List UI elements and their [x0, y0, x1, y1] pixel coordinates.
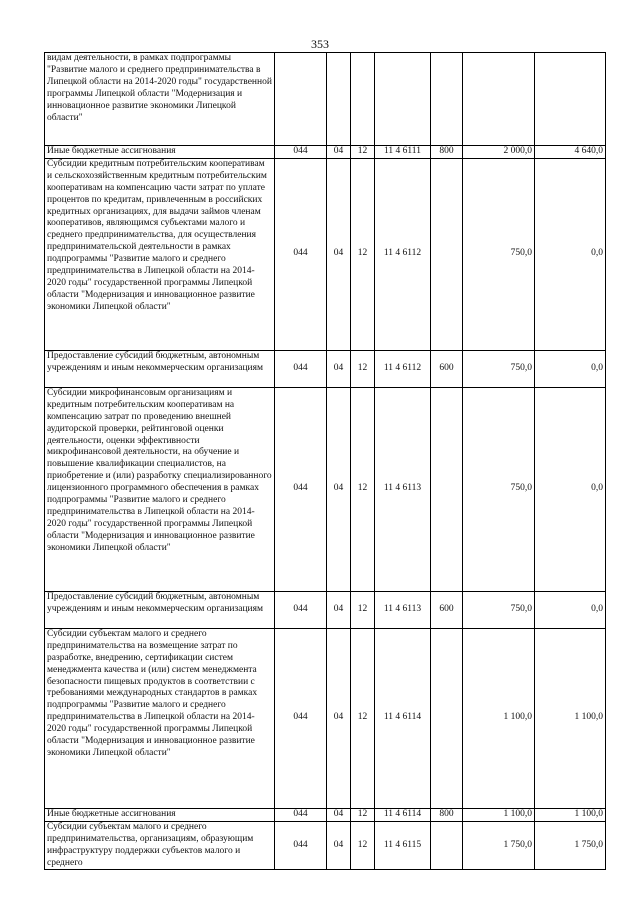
row-name: Субсидии субъектам малого и среднего предпринимательства, организациям, образующим инфраструктуру поддержки субъектов малого и среднего: [45, 821, 275, 870]
section-code: 04: [327, 146, 351, 159]
ministry-code: 044: [275, 821, 327, 870]
subsection-code: [351, 53, 375, 146]
section-code: 04: [327, 628, 351, 808]
amount-2016: 0,0: [535, 350, 606, 387]
subsection-code: 12: [351, 821, 375, 870]
ministry-code: 044: [275, 350, 327, 387]
section-code: 04: [327, 158, 351, 350]
section-code: 04: [327, 350, 351, 387]
row-name: Субсидии субъектам малого и среднего предпринимательства на возмещение затрат по разработке, внедрению, сертификации систем менеджмента качества и (или) систем менеджмента безопасности пищевых продуктов в соответствии с требованиями международных стандартов в рамках подпрограммы "Развитие малого и среднего предпринимательства в Липецкой области на 2014-2020 годы" государственной программы Липецкой области "Модернизация и инновационное развитие экономики Липецкой области": [45, 628, 275, 808]
expense-type-code: [431, 821, 463, 870]
row-name: видам деятельности, в рамках подпрограммы "Развитие малого и среднего предпринимательства в Липецкой области на 2014-2020 годы" государственной программы Липецкой области "Модернизация и инновационное развитие экономики Липецкой области": [45, 53, 275, 146]
target-code: 11 4 6112: [375, 350, 431, 387]
subsection-code: 12: [351, 387, 375, 591]
amount-2015: 2 000,0: [463, 146, 535, 159]
ministry-code: 044: [275, 628, 327, 808]
expense-type-code: [431, 387, 463, 591]
table-row: [45, 146, 606, 159]
target-code: 11 4 6111: [375, 146, 431, 159]
amount-2016: 4 640,0: [535, 146, 606, 159]
ministry-code: [275, 53, 327, 146]
expense-type-code: 600: [431, 350, 463, 387]
table-row: [45, 591, 606, 628]
row-name: Субсидии микрофинансовым организациям и кредитным потребительским кооперативам на компенсацию затрат по проведению внешней аудиторской проверки, рейтинговой оценки деятельности, оценки эффективности микрофинансовой деятельности, на обучение и повышение квалификации специалистов, на приобретение и (или) разработку специализированного лицензионного программного обеспечения в рамках подпрограммы "Развитие малого и среднего предпринимательства в Липецкой области на 2014-2020 годы" государственной программы Липецкой области "Модернизация и инновационное развитие экономики Липецкой области": [45, 387, 275, 591]
subsection-code: 12: [351, 628, 375, 808]
ministry-code: 044: [275, 387, 327, 591]
table-row: [45, 387, 606, 591]
amount-2016: 0,0: [535, 387, 606, 591]
amount-2015: 750,0: [463, 387, 535, 591]
subsection-code: 12: [351, 158, 375, 350]
amount-2015: 1 100,0: [463, 808, 535, 821]
subsection-code: 12: [351, 808, 375, 821]
ministry-code: 044: [275, 591, 327, 628]
section-code: 04: [327, 808, 351, 821]
amount-2016: 0,0: [535, 591, 606, 628]
ministry-code: 044: [275, 808, 327, 821]
amount-2015: 1 750,0: [463, 821, 535, 870]
section-code: 04: [327, 387, 351, 591]
expense-type-code: [431, 53, 463, 146]
section-code: 04: [327, 591, 351, 628]
expense-type-code: [431, 158, 463, 350]
subsection-code: 12: [351, 350, 375, 387]
row-name: Иные бюджетные ассигнования: [45, 808, 275, 821]
row-name: Иные бюджетные ассигнования: [45, 146, 275, 159]
target-code: [375, 53, 431, 146]
target-code: 11 4 6114: [375, 808, 431, 821]
section-code: 04: [327, 821, 351, 870]
target-code: 11 4 6115: [375, 821, 431, 870]
expense-type-code: [431, 628, 463, 808]
target-code: 11 4 6112: [375, 158, 431, 350]
table-row: [45, 628, 606, 808]
row-name: Субсидии кредитным потребительским кооперативам и сельскохозяйственным кредитным потребительским кооперативам на компенсацию части затрат по уплате процентов по кредитам, привлеченным в российских кредитных организациях, для выдачи займов членам кооперативов, являющимся субъектами малого и среднего предпринимательства, для осуществления предпринимательской деятельности в рамках подпрограммы "Развитие малого и среднего предпринимательства в Липецкой области на 2014-2020 годы" государственной программы Липецкой области "Модернизация и инновационное развитие экономики Липецкой области": [45, 158, 275, 350]
table-row: [45, 53, 606, 146]
expense-type-code: 800: [431, 146, 463, 159]
table-body: [45, 53, 606, 870]
target-code: 11 4 6113: [375, 591, 431, 628]
budget-table: [44, 52, 606, 870]
subsection-code: 12: [351, 591, 375, 628]
amount-2015: [463, 53, 535, 146]
ministry-code: 044: [275, 146, 327, 159]
target-code: 11 4 6113: [375, 387, 431, 591]
amount-2015: 750,0: [463, 591, 535, 628]
section-code: [327, 53, 351, 146]
amount-2016: 1 100,0: [535, 628, 606, 808]
amount-2016: 1 100,0: [535, 808, 606, 821]
table-row: [45, 158, 606, 350]
table-row: [45, 808, 606, 821]
amount-2015: 1 100,0: [463, 628, 535, 808]
row-name: Предоставление субсидий бюджетным, автономным учреждениям и иным некоммерческим организациям: [45, 591, 275, 628]
amount-2015: 750,0: [463, 350, 535, 387]
table-row: [45, 350, 606, 387]
row-name: Предоставление субсидий бюджетным, автономным учреждениям и иным некоммерческим организациям: [45, 350, 275, 387]
table-row: [45, 821, 606, 870]
target-code: 11 4 6114: [375, 628, 431, 808]
amount-2016: 1 750,0: [535, 821, 606, 870]
amount-2016: [535, 53, 606, 146]
expense-type-code: 800: [431, 808, 463, 821]
subsection-code: 12: [351, 146, 375, 159]
ministry-code: 044: [275, 158, 327, 350]
amount-2015: 750,0: [463, 158, 535, 350]
page-number: 353: [311, 37, 329, 51]
amount-2016: 0,0: [535, 158, 606, 350]
expense-type-code: 600: [431, 591, 463, 628]
